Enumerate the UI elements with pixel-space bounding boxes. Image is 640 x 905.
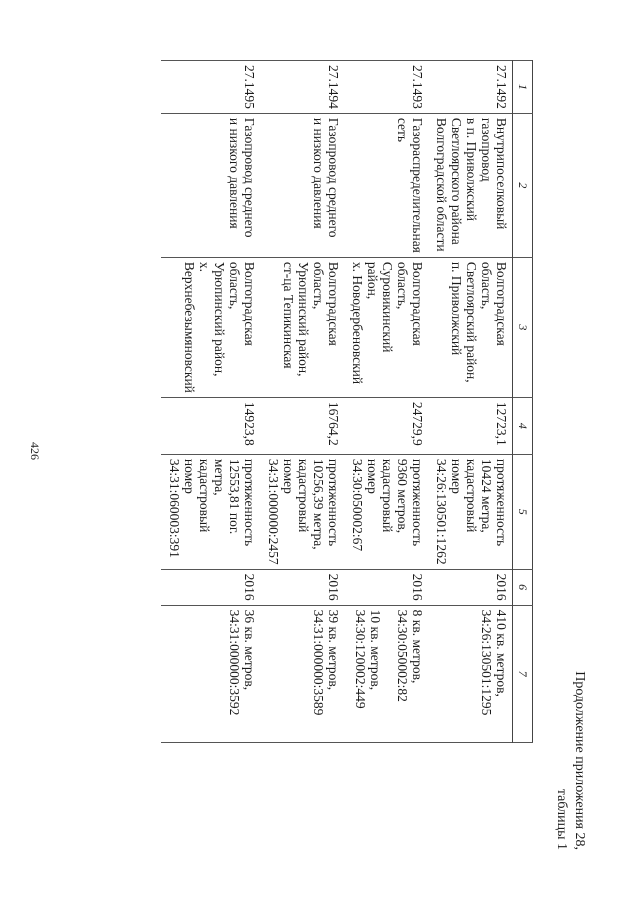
column-header-2: 2 <box>513 113 533 257</box>
object-description <box>161 454 260 569</box>
extra-line: 39 кв. метров, <box>326 609 341 691</box>
description-line: кадастровый <box>380 458 395 533</box>
extra-line: 8 кв. метров, <box>410 609 425 684</box>
extra-line: 36 кв. метров, <box>242 609 257 691</box>
address-line: п. Приволжский <box>449 261 464 356</box>
object-name-line: в п. Приволжский <box>464 117 479 221</box>
row-number: 27.1493 <box>344 61 428 114</box>
object-year: 2016 <box>344 569 428 605</box>
object-name <box>344 113 428 257</box>
object-name-line: газопровод <box>479 117 494 182</box>
column-header-4: 4 <box>513 397 533 454</box>
object-name-line: Волгоградской области <box>434 117 449 252</box>
row-number: 27.1492 <box>428 61 513 114</box>
description-line: 34:30:050002:67 <box>350 458 365 552</box>
row-number: 27.1494 <box>260 61 344 114</box>
extra-spacer <box>383 610 395 738</box>
address-line: Урюпинский район, <box>212 261 227 377</box>
extra-line: 34:31:000000:3589 <box>311 609 326 716</box>
description-line: номер <box>365 458 380 494</box>
table-row <box>260 61 344 743</box>
description-line: протяженность <box>242 458 257 547</box>
column-header-7: 7 <box>513 605 533 742</box>
description-line: протяженность <box>410 458 425 547</box>
object-description <box>428 454 513 569</box>
address-line: ст-ца Тепикинская <box>281 261 296 369</box>
object-value: 24729,9 <box>344 397 428 454</box>
object-name-line: и низкого давления <box>227 117 242 229</box>
description-line: протяженность <box>326 458 341 547</box>
description-line: 34:31:000000:2457 <box>266 458 281 565</box>
object-name-line: и низкого давления <box>311 117 326 229</box>
object-year: 2016 <box>161 569 260 605</box>
description-line: 9360 метров, <box>395 458 410 534</box>
object-address <box>428 257 513 397</box>
extra-line: 410 кв. метров, <box>494 609 509 697</box>
rotated-content <box>118 60 588 850</box>
object-address <box>344 257 428 397</box>
description-line: метра, <box>212 458 227 496</box>
column-header-6: 6 <box>513 569 533 605</box>
object-description <box>344 454 428 569</box>
object-name-line: сеть <box>395 117 410 143</box>
description-line: 10256,39 метра, <box>311 458 326 550</box>
document-table <box>161 60 533 743</box>
column-header-1: 1 <box>513 61 533 114</box>
continuation-caption <box>552 671 588 850</box>
table-row <box>161 61 260 743</box>
address-line: Светлоярский район, <box>464 261 479 383</box>
object-extra <box>161 605 260 742</box>
extra-line: 34:26:130501:1295 <box>479 609 494 716</box>
object-name-line: Газопровод среднего <box>326 117 341 238</box>
object-address <box>161 257 260 397</box>
page-number: 426 <box>28 442 42 460</box>
object-year: 2016 <box>428 569 513 605</box>
address-line: Волгоградская область, <box>311 261 341 346</box>
object-value: 14923,8 <box>161 397 260 454</box>
description-line: кадастровый <box>197 458 212 533</box>
description-line: номер <box>182 458 197 494</box>
object-value: 12723,1 <box>428 397 513 454</box>
extra-line: 34:31:000000:3592 <box>227 609 242 716</box>
address-line: х. Новодербеновский <box>350 261 365 385</box>
description-line: 10424 метра, <box>479 458 494 533</box>
object-year: 2016 <box>260 569 344 605</box>
description-line: 34:31:060003:391 <box>167 458 182 558</box>
description-line: протяженность <box>494 458 509 547</box>
description-line: кадастровый <box>296 458 311 533</box>
table-row <box>344 61 428 743</box>
object-value: 16764,2 <box>260 397 344 454</box>
table-row <box>428 61 513 743</box>
address-line: Суровикинский район, <box>365 261 395 353</box>
continuation-line-1: Продолжение приложения 28, <box>572 671 587 850</box>
column-header-3: 3 <box>513 257 533 397</box>
object-name-line: Газораспределительная <box>410 117 425 253</box>
object-name <box>428 113 513 257</box>
object-name <box>260 113 344 257</box>
object-address <box>260 257 344 397</box>
description-line: номер <box>449 458 464 494</box>
continuation-line-2: таблицы 1 <box>554 788 569 850</box>
object-extra <box>344 605 428 742</box>
description-line: номер <box>281 458 296 494</box>
address-line: Урюпинский район, <box>296 261 311 377</box>
object-extra <box>428 605 513 742</box>
address-line: х. Верхнебезымяновский <box>182 261 212 393</box>
table-header-row <box>513 61 533 743</box>
column-header-5: 5 <box>513 454 533 569</box>
address-line: Волгоградская область, <box>227 261 257 346</box>
object-name-line: Светлоярского района <box>449 117 464 245</box>
object-extra <box>260 605 344 742</box>
extra-line: 34:30:050002:82 <box>395 609 410 702</box>
address-line: Волгоградская область, <box>395 261 425 346</box>
object-name-line: Газопровод среднего <box>242 117 257 238</box>
object-description <box>260 454 344 569</box>
extra-line: 34:30:120002:449 <box>353 609 368 709</box>
row-number: 27.1495 <box>161 61 260 114</box>
description-line: кадастровый <box>464 458 479 533</box>
object-name <box>161 113 260 257</box>
description-line: 34:26:130501:1262 <box>434 458 449 565</box>
description-line: 12553,81 пог. <box>227 458 242 535</box>
address-line: Волгоградская область, <box>479 261 509 346</box>
extra-line: 10 кв. метров, <box>368 609 383 691</box>
object-name-line: Внутрипоселковый <box>494 117 509 230</box>
